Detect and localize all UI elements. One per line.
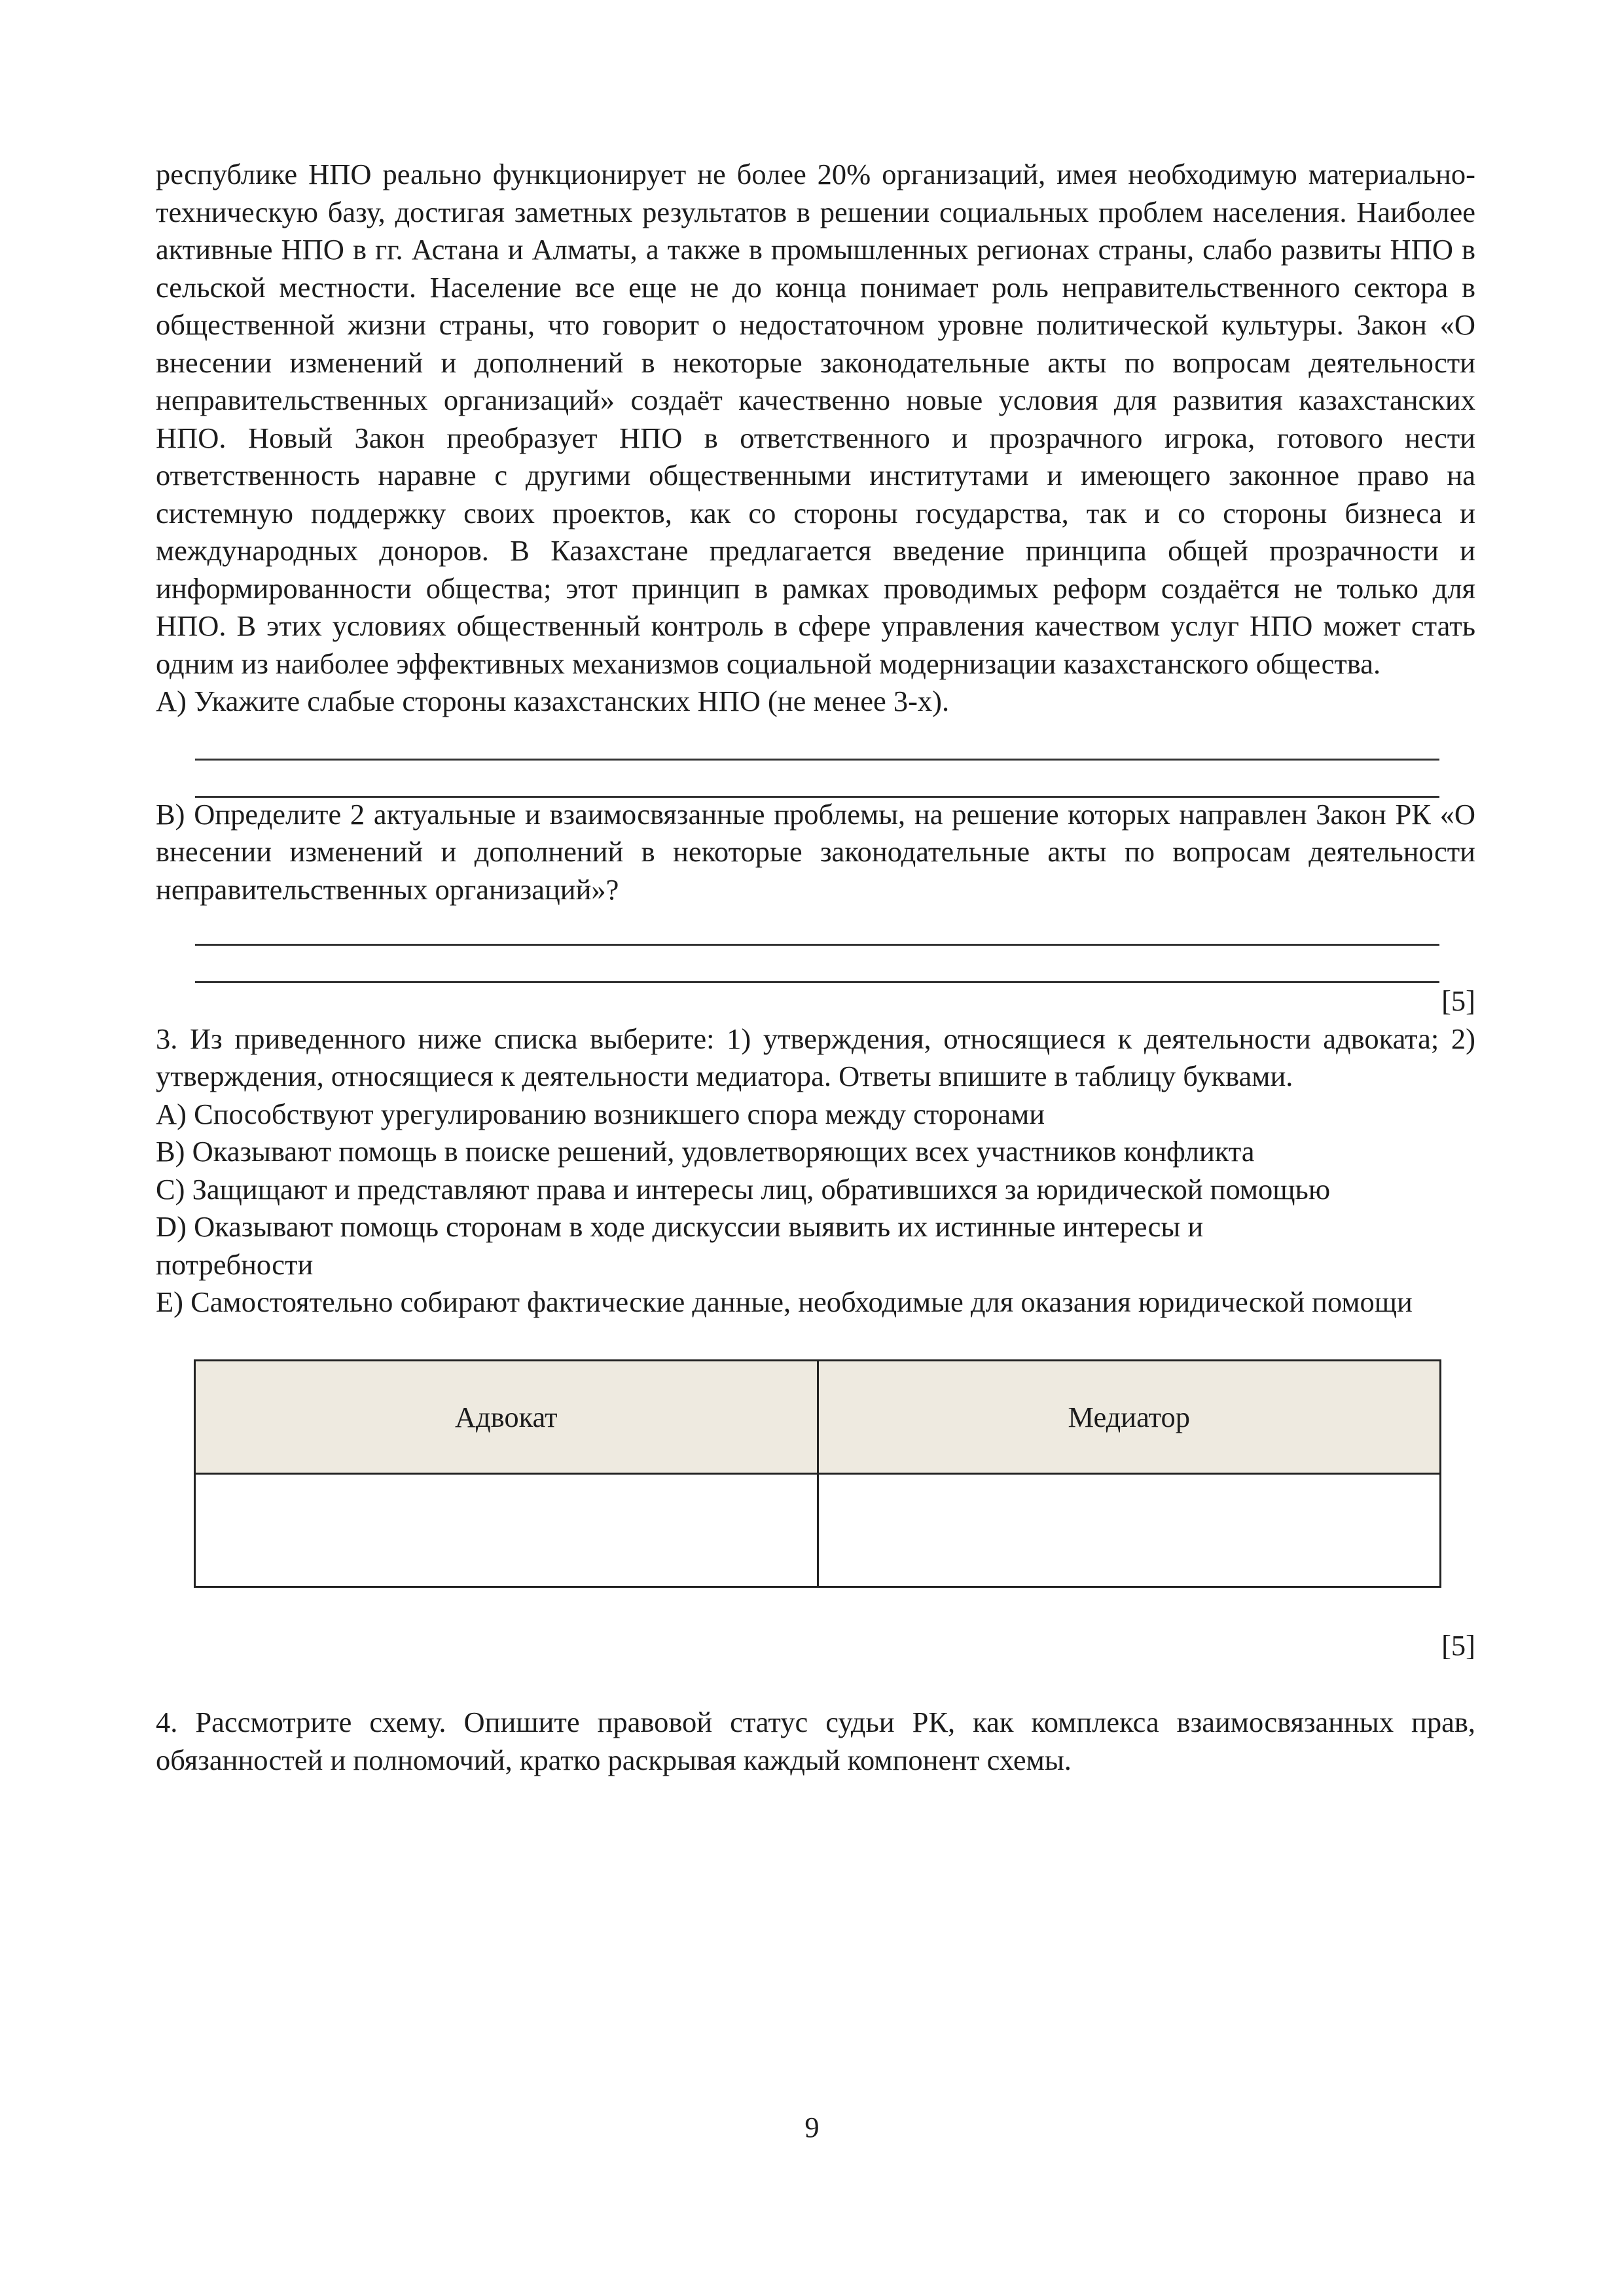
header-mediator: Медиатор: [818, 1360, 1441, 1473]
option-c: C) Защищают и представляют права и интересы лиц, обратившихся за юридической помощью: [156, 1172, 1331, 1206]
score-marker: [5]: [1441, 984, 1475, 1017]
option-b: B) Оказывают помощь в поиске решений, удовлетворяющих всех участников конфликта: [156, 1135, 1255, 1168]
page-content: [156, 156, 1475, 1779]
table-answer-row: [195, 1473, 1441, 1587]
question-3-intro: 3. Из приведенного ниже списка выберите: 1) утверждения, относящиеся к деятельности адвоката; 2) утверждения, относящиеся к деятельности медиатора. Ответы впишите в таблицу буквами.: [156, 1022, 1475, 1092]
table-header-row: [195, 1360, 1441, 1473]
answer-cell-mediator[interactable]: [818, 1473, 1441, 1587]
option-d: D) Оказывают помощь сторонам в ходе дискуссии выявить их истинные интересы и потребности: [156, 1210, 1204, 1281]
answer-cell-advocate[interactable]: [195, 1473, 818, 1587]
page-number: 9: [804, 2111, 820, 2144]
reading-passage: республике НПО реально функционирует не более 20% организаций, имея необходимую материально-техническую базу, достигая заметных результатов в решении социальных проблем населения. Наиболее активные НПО в гг. Астана и Алматы, а также в промышленных регионах страны, слабо развиты НПО в сельской местности. Население все еще не до конца понимает роль неправительственного сектора в общественной жизни страны, что говорит о недостаточном уровне политической культуры. Закон «О внесении изменений и дополнений в некоторые законодательные акты по вопросам деятельности неправительственных организаций» создаёт качественно новые условия для развития казахстанских НПО. Новый Закон преобразует НПО в ответственного и прозрачного игрока, готового нести ответственность наравне с другими общественными институтами и имеющего законное право на системную поддержку своих проектов, как со стороны государства, так и со стороны бизнеса и международных доноров. В Казахстане предлагается введение принципа общей прозрачности и информированности общества; этот принцип в рамках проводимых реформ создаётся не только для НПО. В этих условиях общественный контроль в сфере управления качеством услуг НПО может стать одним из наиболее эффективных механизмов социальной модернизации казахстанского общества.: [156, 158, 1475, 680]
score-marker: [5]: [1441, 1628, 1475, 1662]
question-2a: A) Укажите слабые стороны казахстанских НПО (не менее 3-х).: [156, 685, 950, 717]
header-advocate: Адвокат: [195, 1360, 818, 1473]
option-e: E) Самостоятельно собирают фактические данные, необходимые для оказания юридической помощи: [156, 1285, 1413, 1318]
option-a: A) Способствуют урегулированию возникшего спора между сторонами: [156, 1097, 1045, 1130]
answer-table: [194, 1359, 1441, 1588]
question-2b: B) Определите 2 актуальные и взаимосвязанные проблемы, на решение которых направлен Закон РК «О внесении изменений и дополнений в некоторые законодательные акты по вопросам деятельности неправительственных организаций»?: [156, 797, 1475, 906]
question-4: 4. Рассмотрите схему. Опишите правовой статус судьи РК, как комплекса взаимосвязанных прав, обязанностей и полномочий, кратко раскрывая каждый компонент схемы.: [156, 1706, 1475, 1776]
